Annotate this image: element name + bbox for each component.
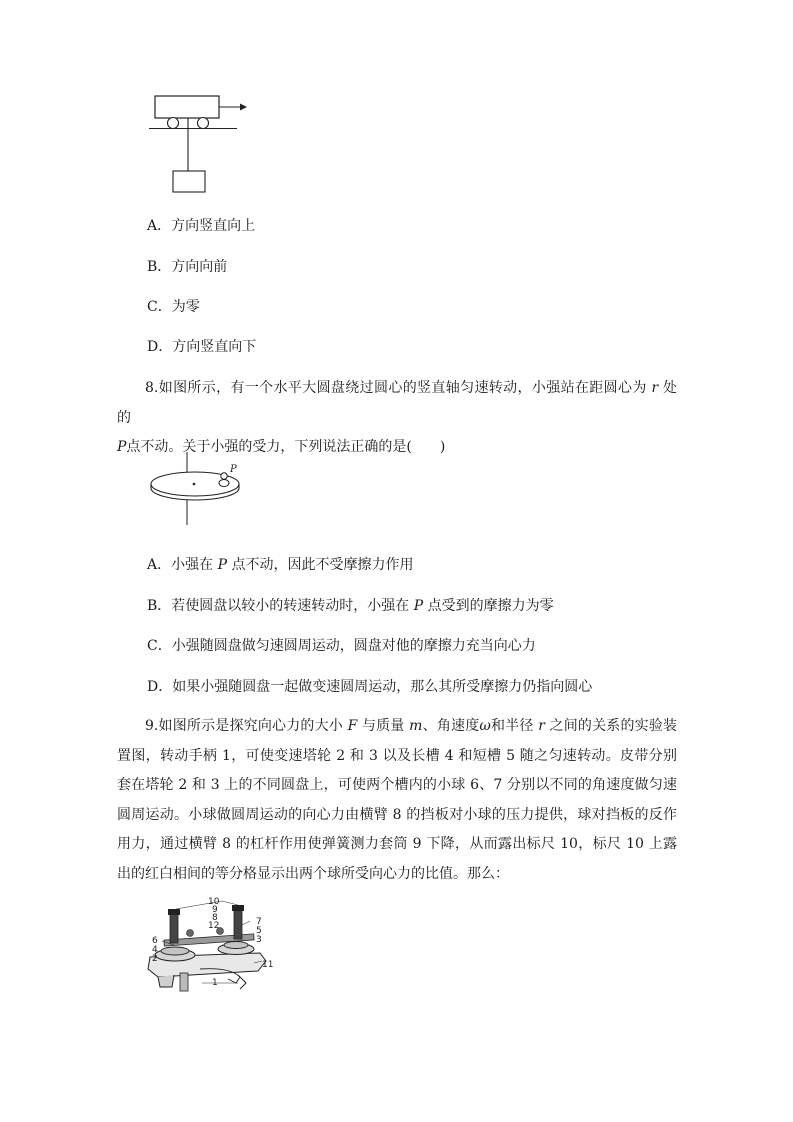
q9-stem: 9.如图所示是探究向心力的大小 F 与质量 m、角速度ω和半径 r 之间的关系的实验装置图，转动手柄 1，可使变速塔轮 2 和 3 以及长槽 4 和短槽 5 随之匀速转动。皮带分别套在塔轮 2 和 3 上的不同圆盘上，可使两个槽内的小球 6、7 分别以不同的角速度做匀速圆周运动。小球做圆周运动的向心力由横臂 8 的挡板对小球的压力提供，球对挡板的反作用力，通过横臂 8 的杠杆作用使弹簧测力套筒 9 下降，从而露出标尺 10，标尺 10 上露出的红白相间的等分格显示出两个球所受向心力的比值。那么： (117, 718, 678, 882)
label-12: 12 (208, 921, 220, 931)
label-8: 8 (212, 913, 218, 923)
label-9: 9 (212, 905, 218, 915)
q8-option-b: B．若使圆盘以较小的转速转动时，小强在 P 点受到的摩擦力为零 (147, 598, 554, 614)
label-6: 6 (152, 936, 158, 946)
cart-pendulum-figure (145, 90, 250, 200)
rotating-disk-figure (145, 450, 255, 540)
centripetal-apparatus-figure (140, 895, 280, 1000)
label-5: 5 (256, 926, 262, 936)
label-4: 4 (152, 945, 158, 955)
label-7: 7 (256, 917, 262, 927)
label-10: 10 (208, 897, 220, 907)
label-11: 11 (262, 960, 274, 970)
disk-point-label: P (230, 464, 237, 475)
q7-option-c: C．为零 (147, 299, 200, 315)
q7-option-d: D．方向竖直向下 (147, 339, 257, 355)
q8-option-c: C．小强随圆盘做匀速圆周运动，圆盘对他的摩擦力充当向心力 (147, 638, 536, 654)
q8-option-d: D．如果小强随圆盘一起做变速圆周运动，那么其所受摩擦力仍指向圆心 (147, 679, 593, 695)
label-2: 2 (152, 954, 158, 964)
label-1: 1 (212, 978, 218, 988)
q8-option-a: A．小强在 P 点不动，因此不受摩擦力作用 (147, 557, 414, 573)
label-3: 3 (256, 935, 262, 945)
q8-stem: 8.如图所示，有一个水平大圆盘绕过圆心的竖直轴匀速转动，小强站在距圆心为 r 处的 P点不动。关于小强的受力，下列说法正确的是( ) (117, 380, 678, 455)
q7-option-a: A．方向竖直向上 (147, 218, 256, 234)
q7-option-b: B．方向向前 (147, 259, 228, 275)
